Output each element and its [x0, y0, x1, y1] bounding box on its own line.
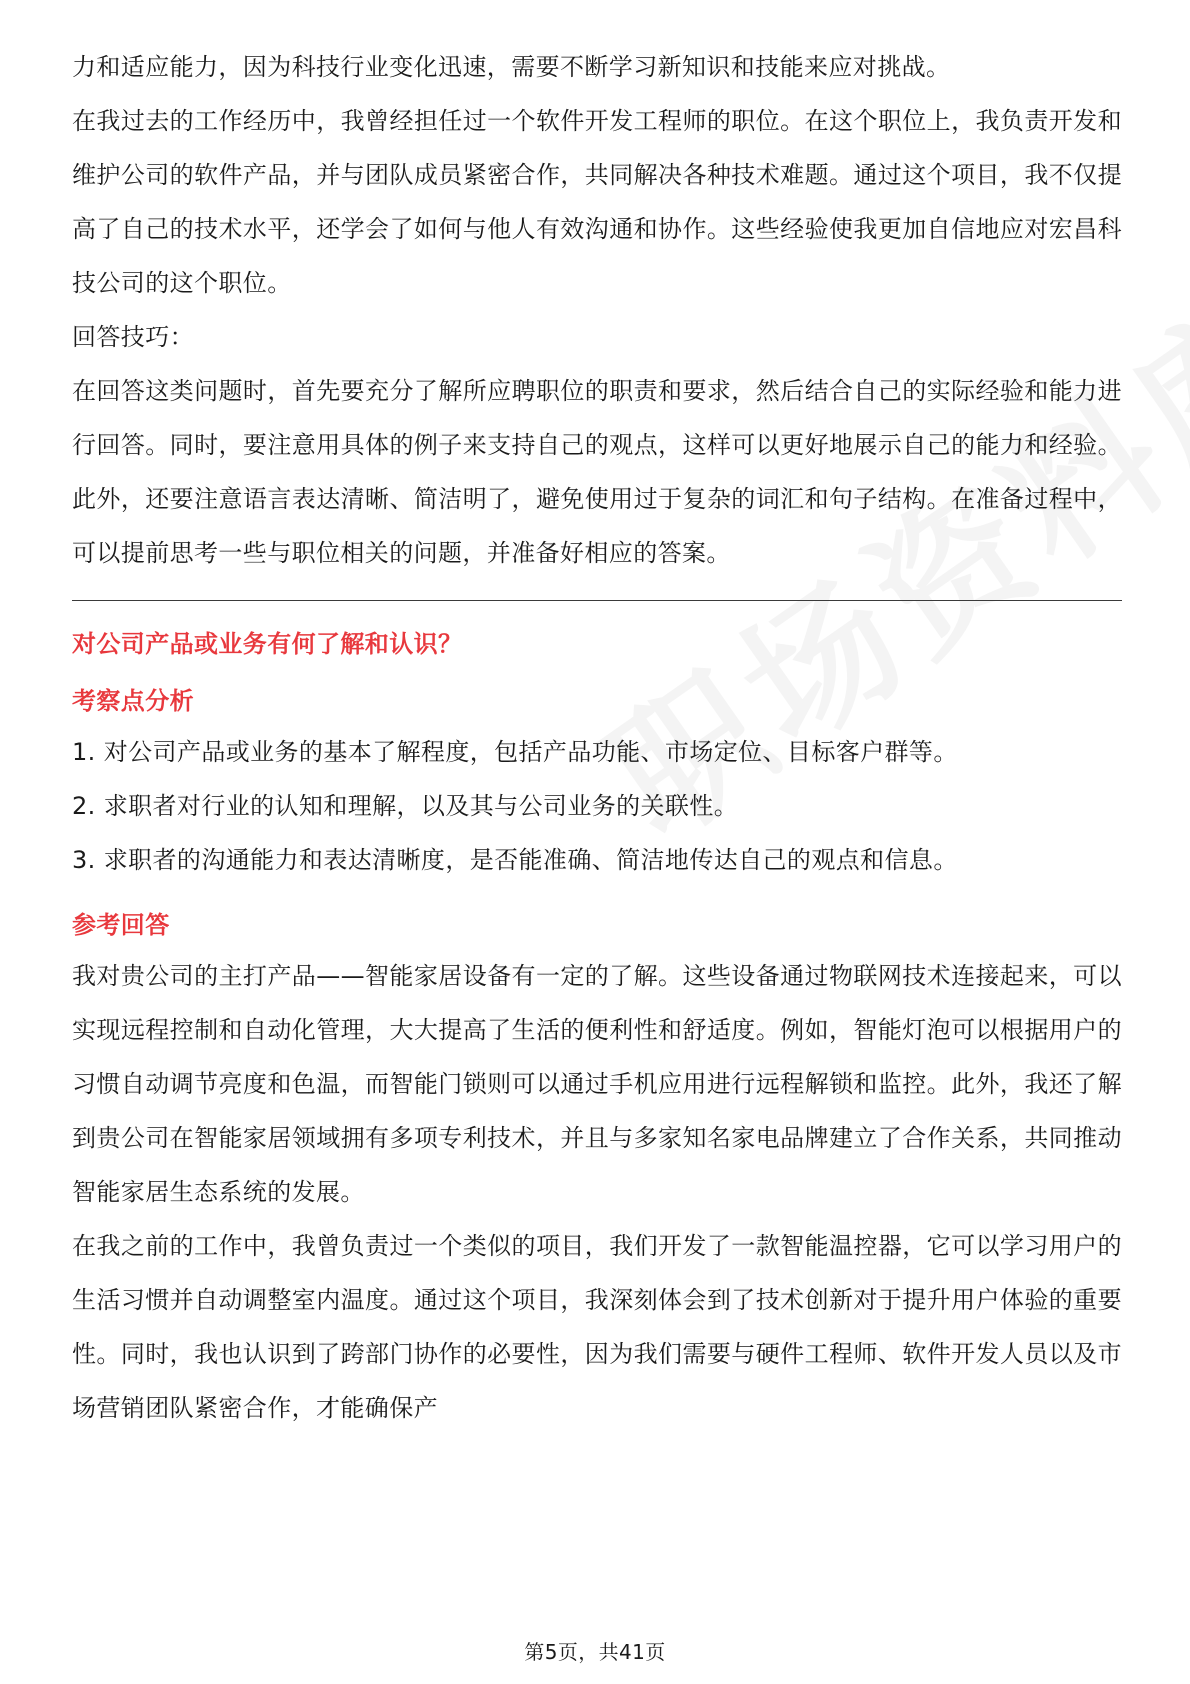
list-item: 1. 对公司产品或业务的基本了解程度，包括产品功能、市场定位、目标客户群等。 [72, 738, 958, 766]
body-paragraph: 力和适应能力，因为科技行业变化迅速，需要不断学习新知识和技能来应对挑战。 [72, 53, 951, 81]
answer-heading: 参考回答 [72, 911, 170, 939]
analysis-list [72, 725, 1122, 887]
answer-paragraph: 我对贵公司的主打产品——智能家居设备有一定的了解。这些设备通过物联网技术连接起来，可以实现远程控制和自动化管理，大大提高了生活的便利性和舒适度。例如，智能灯泡可以根据用户的习惯自动调节亮度和色温，而智能门锁则可以通过手机应用进行远程解锁和监控。此外，我还了解到贵公司在智能家居领域拥有多项专利技术，并且与多家知名家电品牌建立了合作关系，共同推动智能家居生态系统的发展。 [72, 962, 1122, 1206]
list-item: 3. 求职者的沟通能力和表达清晰度，是否能准确、简洁地传达自己的观点和信息。 [72, 846, 958, 874]
body-paragraph: 在我过去的工作经历中，我曾经担任过一个软件开发工程师的职位。在这个职位上，我负责开发和维护公司的软件产品，并与团队成员紧密合作，共同解决各种技术难题。通过这个项目，我不仅提高了自己的技术水平，还学会了如何与他人有效沟通和协作。这些经验使我更加自信地应对宏昌科技公司的这个职位。 [72, 107, 1122, 297]
list-item: 2. 求职者对行业的认知和理解，以及其与公司业务的关联性。 [72, 792, 739, 820]
answer-paragraph: 在我之前的工作中，我曾负责过一个类似的项目，我们开发了一款智能温控器，它可以学习用户的生活习惯并自动调整室内温度。通过这个项目，我深刻体会到了技术创新对于提升用户体验的重要性。同时，我也认识到了跨部门协作的必要性，因为我们需要与硬件工程师、软件开发人员以及市场营销团队紧密合作，才能确保产 [72, 1232, 1122, 1422]
analysis-heading: 考察点分析 [72, 687, 194, 715]
section-divider [72, 600, 1122, 601]
question-title: 对公司产品或业务有何了解和认识？ [72, 630, 463, 658]
page-number-footer: 第5页，共41页 [524, 1640, 666, 1664]
answer-tips-label: 回答技巧： [72, 323, 194, 351]
page-content [72, 40, 1122, 1435]
body-paragraph: 在回答这类问题时，首先要充分了解所应聘职位的职责和要求，然后结合自己的实际经验和能力进行回答。同时，要注意用具体的例子来支持自己的观点，这样可以更好地展示自己的能力和经验。此外，还要注意语言表达清晰、简洁明了，避免使用过于复杂的词汇和句子结构。在准备过程中，可以提前思考一些与职位相关的问题，并准备好相应的答案。 [72, 377, 1122, 567]
